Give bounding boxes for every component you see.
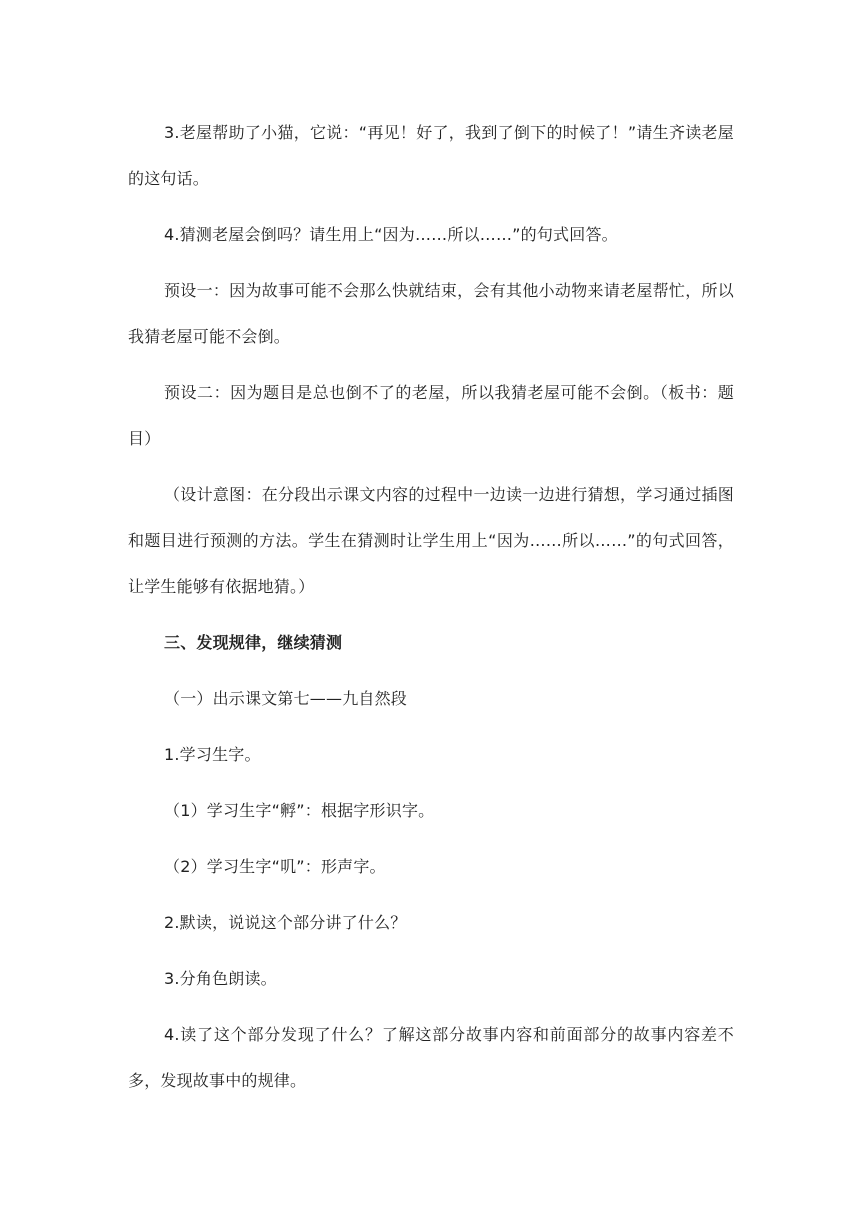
paragraph-character-ji: （2）学习生字“叽”：形声字。 xyxy=(164,857,386,876)
paragraph-preset-2: 预设二：因为题目是总也倒不了的老屋，所以我猜老屋可能不会倒。（板书：题目） xyxy=(128,383,734,448)
subsection-title: （一）出示课文第七——九自然段 xyxy=(164,689,408,708)
paragraph-step-4: 4.猜测老屋会倒吗？请生用上“因为……所以……”的句式回答。 xyxy=(164,225,618,244)
paragraph-character-fu: （1）学习生字“孵”：根据字形识字。 xyxy=(164,801,435,820)
paragraph-step-3: 3.老屋帮助了小猫，它说：“再见！好了，我到了倒下的时候了！”请生齐读老屋的这句话。 xyxy=(128,123,734,188)
paragraph-learn-characters: 1.学习生字。 xyxy=(164,745,261,764)
paragraph-find-pattern: 4.读了这个部分发现了什么？了解这部分故事内容和前面部分的故事内容差不多，发现故事中的规律。 xyxy=(128,1025,734,1090)
paragraph-silent-reading: 2.默读，说说这个部分讲了什么？ xyxy=(164,913,407,932)
paragraph-design-intent: （设计意图：在分段出示课文内容的过程中一边读一边进行猜想，学习通过插图和题目进行预测的方法。学生在猜测时让学生用上“因为……所以……”的句式回答，让学生能够有依据地猜。） xyxy=(128,485,734,596)
document-body xyxy=(128,110,734,1104)
paragraph-preset-1: 预设一：因为故事可能不会那么快就结束，会有其他小动物来请老屋帮忙，所以我猜老屋可能不会倒。 xyxy=(128,281,734,346)
paragraph-role-reading: 3.分角色朗读。 xyxy=(164,969,277,988)
section-heading: 三、发现规律，继续猜测 xyxy=(164,633,343,652)
